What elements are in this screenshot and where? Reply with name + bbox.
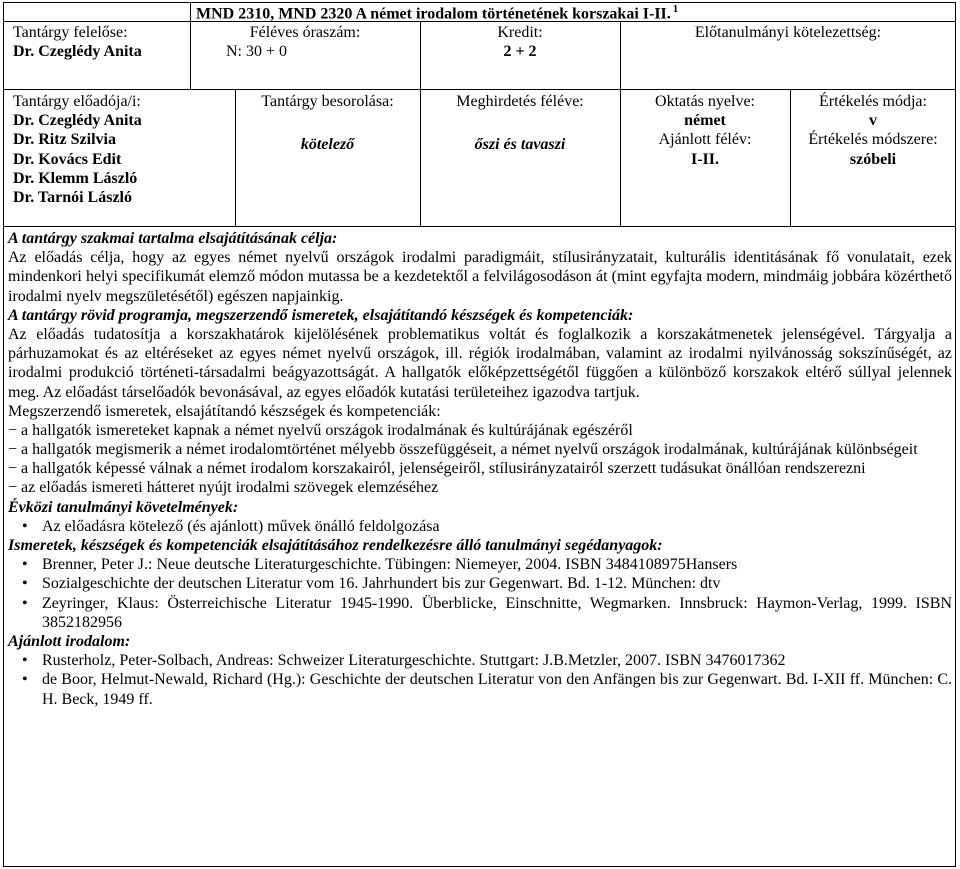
meghirdetes-value: őszi és tavaszi (474, 136, 566, 154)
segedanyag-heading: Ismeretek, készségek és kompetenciák elsajátításához rendelkezésre álló tanulmányi segédanyagok: (8, 537, 663, 554)
felelos-label: Tantárgy felelőse: (13, 24, 128, 41)
oraszam-label: Féléves óraszám: (249, 24, 361, 41)
besorolas-label: Tantárgy besorolása: (261, 93, 394, 110)
kompetencia-label: Megszerzendő ismeretek, elsajátítandó készségek és kompetenciák: (8, 402, 441, 420)
ajanlott-felev-value: I-II. (690, 150, 719, 168)
cel-heading: A tantárgy szakmai tartalma elsajátításának célja: (8, 230, 338, 247)
nyelv-cell (620, 92, 790, 169)
meghirdetes-cell (420, 92, 620, 154)
besorolas-value: kötelező (300, 136, 355, 154)
elotanulmany-label: Előtanulmányi kötelezettség: (694, 24, 882, 41)
eloado-name: Dr. Tarnói László (13, 188, 132, 206)
besorolas-cell (235, 92, 420, 154)
kredit-cell (420, 23, 620, 61)
eloado-name: Dr. Czeglédy Anita (13, 112, 142, 130)
kompetencia-item: − a hallgatók megismerik a német irodalomtörténet mélyebb összefüggéseit, a német nyelvű országok irodalmának, kultúrájának különbségeit (8, 441, 918, 459)
list-item: • Sozialgeschichte der deutschen Literatur vom 16. Jahrhundert bis zur Gegenwart. Bd. 1-12. München: dtv (8, 574, 952, 593)
course-title-text: MND 2310, MND 2320 A német irodalom történetének korszakai I-II. (196, 5, 671, 23)
kompetencia-item: − a hallgatók ismereteket kapnak a német nyelvű országok irodalmának és kultúrájának egészéről (8, 421, 633, 439)
cel-text: Az előadás célja, hogy az egyes német nyelvű országok irodalmi paradigmáit, stílusirányzatait, kulturális identitásának fő vonulatait, ezek mindenkori helyi specifikumát elemző módon mutassa be a kezdetektől a felvilágosodáson át (mint egyfajta modern, mindmáig jobbára közérthető irodalmi nyelv megszületésétől) egészen napjainkig. (8, 249, 952, 305)
nyelv-value: német (684, 112, 726, 130)
program-heading: A tantárgy rövid programja, megszerzendő ismeretek, elsajátítandó készségek és kompetenciák: (8, 306, 634, 324)
program-text: Az előadás tudatosítja a korszakhatárok kijelölésének problematikus voltát és foglalkozik a korszakátmenetek jelenségével. Tárgyalja a párhuzamokat és az eltéréseket az egyes német nyelvű országok, ill. régiók irodalmában, valamint az irodalmi nyilvánosság sokszínűségét, az irodalmi produkció történeti-társadalmi beágyazottságát. A hallgatók előképzettségétől függően a különböző korszakok eltérő súllyal jelennek meg. Az előadást társelőadók bevonásával, az egyes előadók kutatási területeihez igazodva tartjuk. (8, 325, 952, 401)
ertekeles-mod-label: Értékelés módja: (819, 93, 927, 110)
list-item: • Brenner, Peter J.: Neue deutsche Literaturgeschichte. Tübingen: Niemeyer, 2004. ISBN 3484108975Hansers (8, 555, 952, 574)
oraszam-value: N: 30 + 0 (226, 43, 288, 61)
segedanyag-list (8, 555, 952, 632)
eloado-name: Dr. Klemm László (13, 169, 138, 187)
ajanlott-felev-label: Ajánlott félév: (658, 131, 752, 149)
meghirdetes-label: Meghirdetés féléve: (456, 93, 584, 110)
eloado-name: Dr. Ritz Szilvia (13, 131, 116, 149)
ertekeles-mod-value: v (869, 112, 877, 130)
kompetencia-item: − a hallgatók képessé válnak a német irodalom korszakairól, jelenségeiről, stílusirányzatairól szerzett tudásukat önállóan rendszerezni (8, 460, 866, 478)
ertekeles-modszer-value: szóbeli (849, 150, 897, 168)
kredit-label: Kredit: (497, 24, 543, 41)
list-item: • de Boor, Helmut-Newald, Richard (Hg.): Geschichte der deutschen Literatur von den Anfängen bis zur Gegenwart. Bd. I-XII ff. München: C. H. Beck, 1949 ff. (8, 670, 952, 708)
ertekeles-modszer-label: Értékelés módszere: (808, 131, 938, 149)
eloado-cell (3, 92, 235, 207)
kovetelmeny-list (8, 517, 952, 536)
list-item: • Az előadásra kötelező (és ajánlott) művek önálló feldolgozása (8, 517, 952, 536)
eloado-name: Dr. Kovács Edit (13, 150, 122, 168)
list-item: • Zeyringer, Klaus: Österreichische Literatur 1945-1990. Überblicke, Einschnitte, Wegmarken. Innsbruck: Haymon-Verlag, 1999. ISBN 3852182956 (8, 594, 952, 632)
kredit-value: 2 + 2 (503, 43, 537, 61)
eloado-label: Tantárgy előadója/i: (13, 93, 141, 110)
oraszam-cell (190, 23, 420, 61)
felelos-value: Dr. Czeglédy Anita (13, 43, 142, 61)
nyelv-label: Oktatás nyelve: (655, 93, 755, 110)
elotanulmany-cell (620, 23, 956, 42)
title-footnote: 1 (672, 3, 679, 15)
kovetelmeny-heading: Évközi tanulmányi követelmények: (8, 498, 239, 516)
list-item: • Rusterholz, Peter-Solbach, Andreas: Schweizer Literaturgeschichte. Stuttgart: J.B.Metzler, 2007. ISBN 3476017362 (8, 651, 952, 670)
content-section (8, 229, 952, 709)
kompetencia-item: − az előadás ismereti hátteret nyújt irodalmi szövegek elemzéséhez (8, 479, 439, 497)
felelos-cell (3, 23, 190, 61)
ajanlott-heading: Ajánlott irodalom: (8, 632, 131, 650)
ajanlott-list (8, 651, 952, 709)
ertekeles-cell (790, 92, 956, 169)
